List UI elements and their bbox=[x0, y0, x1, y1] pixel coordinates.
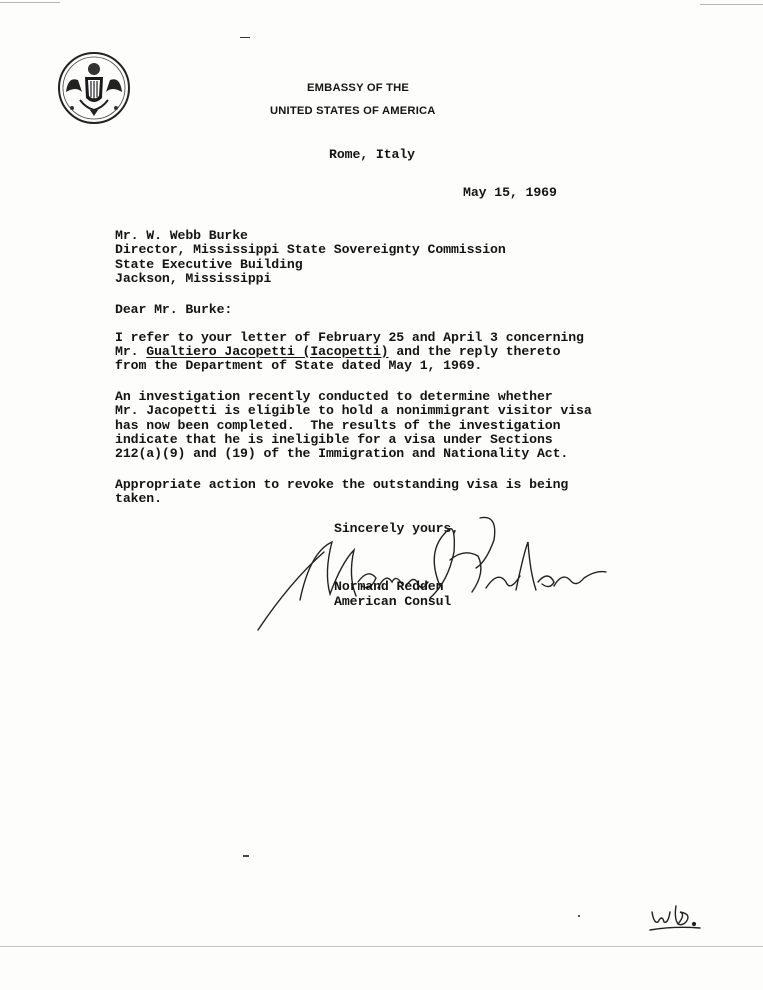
letter-date: May 15, 1969 bbox=[463, 185, 557, 200]
subject-name: Gualtiero Jacopetti (Iacopetti) bbox=[146, 344, 389, 359]
place-line: Rome, Italy bbox=[329, 147, 415, 162]
para2-line1: An investigation recently conducted to determine whether bbox=[115, 389, 553, 404]
para1-line3: from the Department of State dated May 1, 1969. bbox=[115, 358, 483, 373]
para1-line2-suffix: and the reply thereto bbox=[388, 344, 561, 359]
scan-speck bbox=[243, 855, 249, 857]
top-dash bbox=[240, 37, 250, 38]
handwritten-signature bbox=[250, 512, 610, 632]
para2-line2: Mr. Jacopetti is eligible to hold a nonimmigrant visitor visa bbox=[115, 403, 592, 418]
scan-top-right-rule bbox=[700, 4, 763, 5]
signer-name: Normand Redden bbox=[334, 579, 444, 594]
recipient-name: Mr. W. Webb Burke bbox=[115, 228, 248, 243]
closing: Sincerely yours, bbox=[334, 521, 460, 536]
recipient-title: Director, Mississippi State Sovereignty Commission bbox=[115, 242, 506, 257]
great-seal-icon bbox=[56, 50, 132, 126]
letterhead-line-2: UNITED STATES OF AMERICA bbox=[270, 105, 436, 117]
scan-top-rule bbox=[0, 2, 60, 3]
para2-line5: 212(a)(9) and (19) of the Immigration and Nationality Act. bbox=[115, 446, 569, 461]
para1-line1: I refer to your letter of February 25 and April 3 concerning bbox=[115, 330, 584, 345]
scan-bottom-rule bbox=[0, 946, 763, 947]
para3-line1: Appropriate action to revoke the outstanding visa is being bbox=[115, 477, 569, 492]
handwritten-initials bbox=[648, 900, 704, 934]
scan-speck bbox=[578, 915, 580, 917]
recipient-building: State Executive Building bbox=[115, 257, 303, 272]
recipient-city: Jackson, Mississippi bbox=[115, 271, 272, 286]
para2-line3: has now been completed. The results of the investigation bbox=[115, 418, 561, 433]
signer-title: American Consul bbox=[334, 594, 452, 609]
letterhead-line-1: EMBASSY OF THE bbox=[307, 82, 410, 94]
salutation: Dear Mr. Burke: bbox=[115, 302, 233, 317]
para1-line2-prefix: Mr. bbox=[115, 344, 147, 359]
para3-line2: taken. bbox=[115, 491, 162, 506]
para2-line4: indicate that he is ineligible for a visa under Sections bbox=[115, 432, 553, 447]
